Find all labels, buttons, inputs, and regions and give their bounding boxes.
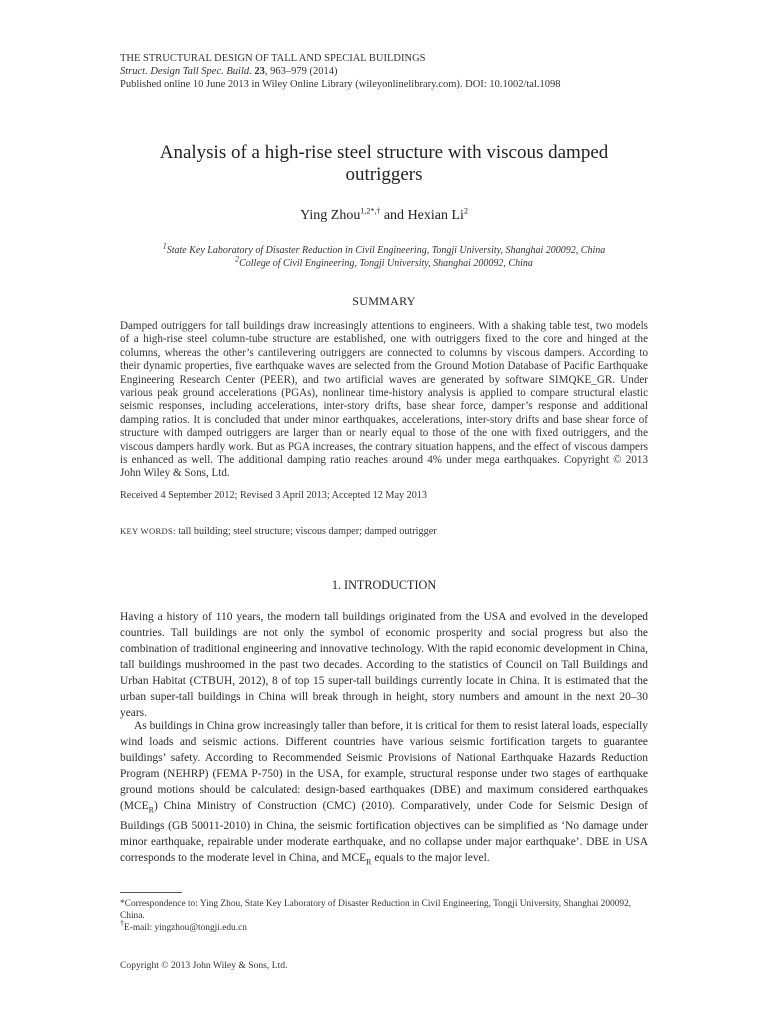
- paper-title: [80, 142, 688, 186]
- journal-volume: 23: [254, 66, 265, 77]
- author-2: Hexian Li: [407, 208, 464, 223]
- email-mark: †: [120, 918, 124, 928]
- publication-info: Published online 10 June 2013 in Wiley Online Library (wileyonlinelibrary.com). DOI: 10.1002/tal.1098: [120, 79, 561, 90]
- journal-pages: , 963–979 (2014): [264, 66, 338, 77]
- journal-header: [120, 52, 561, 91]
- section-heading-introduction: 1. INTRODUCTION: [331, 578, 437, 592]
- summary-heading: SUMMARY: [352, 294, 416, 308]
- affiliation-1: [80, 241, 688, 257]
- affiliations: [80, 241, 688, 270]
- paragraph-2-part-c: equals to the major level.: [371, 852, 490, 865]
- email-footnote: [120, 918, 648, 934]
- affiliation-2: [80, 254, 688, 270]
- abstract-text: Damped outriggers for tall buildings draw increasingly attentions to engineers. With a shaking table test, two models of a high-rise steel column-tube structure are established, one with outriggers fixed to the core and hinged at the columns, whereas the other’s cantilevering outriggers are connected to columns by viscous dampers. According to their dynamic properties, five earthquake waves are selected from the Ground Motion Database of Pacific Earthquake Engineering Research Center (PEER), and two artificial waves are generated by software SIMQKE_GR. Under various peak ground accelerations (PGAs), nonlinear time-history analysis is applied to compare structural elastic seismic responses, including accelerations, inter-story drifts, base shear force, damper’s response and additional damping ratios. It is concluded that under minor earthquakes, accelerations, inter-story drifts and base shear force of structure with damped outriggers are larger than or nearly equal to those of the one with fixed outriggers, and the viscous dampers hardly work. But as PGA increases, the contrary situation happens, and the effect of viscous dampers is enhanced as well. The additional damping ratio reaches around 4% under mega earthquakes. Copyright © 2013 John Wiley & Sons, Ltd.: [120, 320, 648, 480]
- author-conjunction: and: [380, 208, 408, 223]
- email-text: E-mail: yingzhou@tongji.edu.cn: [124, 923, 247, 933]
- journal-citation: [120, 65, 561, 78]
- footnote-divider: [120, 892, 182, 893]
- paragraph-2-part-a: As buildings in China grow increasingly taller than before, it is critical for them to resist lateral loads, especially wind loads and seismic actions. Different countries have various seismic fortification targets to guarantee buildings’ safety. According to Recommended Seismic Provisions of National Earthquake Hazards Reduction Program (NEHRP) (FEMA P-750) in the USA, for example, structural response under two stages of earthquake ground motions should be calculated: design-based earthquakes (DBE) and maximum considered earthquakes (MCE: [120, 720, 648, 812]
- keywords-label: KEY WORDS:: [120, 526, 176, 536]
- author-list: [80, 208, 688, 224]
- affiliation-2-number: 2: [235, 254, 240, 264]
- body-paragraph-1: Having a history of 110 years, the modern tall buildings originated from the USA and evolved in the developed countries. Tall buildings are not only the symbol of economic prosperity and social progress but also the combination of traditional engineering and innovative technology. With the rapid economic development in China, tall buildings mushroomed in the past two decades. According to the statistics of Council on Tall Buildings and Urban Habitat (CTBUH, 2012), 8 of top 15 super-tall buildings currently locate in China. It is estimated that the urban super-tall buildings in China will break through in height, story numbers and amount in the next 20–30 years.: [120, 611, 648, 719]
- author-1-marks: *,†: [370, 206, 381, 216]
- affiliation-1-text: State Key Laboratory of Disaster Reduction in Civil Engineering, Tongji University, Shanghai 200092, China: [166, 245, 606, 256]
- copyright-footer: Copyright © 2013 John Wiley & Sons, Ltd.: [120, 960, 288, 971]
- author-1: Ying Zhou: [300, 208, 361, 223]
- footnotes: [120, 898, 648, 934]
- keywords: [120, 526, 437, 537]
- journal-name: THE STRUCTURAL DESIGN OF TALL AND SPECIAL BUILDINGS: [120, 53, 426, 64]
- correspondence-footnote: *Correspondence to: Ying Zhou, State Key Laboratory of Disaster Reduction in Civil Engineering, Tongji University, Shanghai 200092, China.: [120, 899, 632, 921]
- title-line-2: outriggers: [345, 164, 423, 185]
- subscript-r-2: R: [366, 857, 372, 867]
- journal-abbrev: Struct. Design Tall Spec. Build.: [120, 66, 252, 77]
- subscript-r-1: R: [148, 805, 154, 815]
- author-2-affiliation: 2: [463, 206, 468, 216]
- title-line-1: Analysis of a high-rise steel structure with viscous damped: [159, 142, 609, 163]
- author-1-affiliation: 1,2: [360, 206, 371, 216]
- body-paragraph-2: [120, 718, 648, 871]
- received-dates: Received 4 September 2012; Revised 3 April 2013; Accepted 12 May 2013: [120, 490, 427, 501]
- paragraph-2-part-b: ) China Ministry of Construction (CMC) (2010). Comparatively, under Code for Seismic Design of Buildings (GB 50011-2010) in China, the seismic fortification objectives can be simplified as ‘No damage under minor earthquake, repairable under moderate earthquake, and no collapse under major earthquake’. DBE in USA corresponds to the moderate level in China, and MCE: [120, 800, 648, 865]
- keywords-text: tall building; steel structure; viscous damper; damped outrigger: [175, 526, 437, 537]
- affiliation-1-number: 1: [162, 241, 167, 251]
- affiliation-2-text: College of Civil Engineering, Tongji University, Shanghai 200092, China: [239, 258, 533, 269]
